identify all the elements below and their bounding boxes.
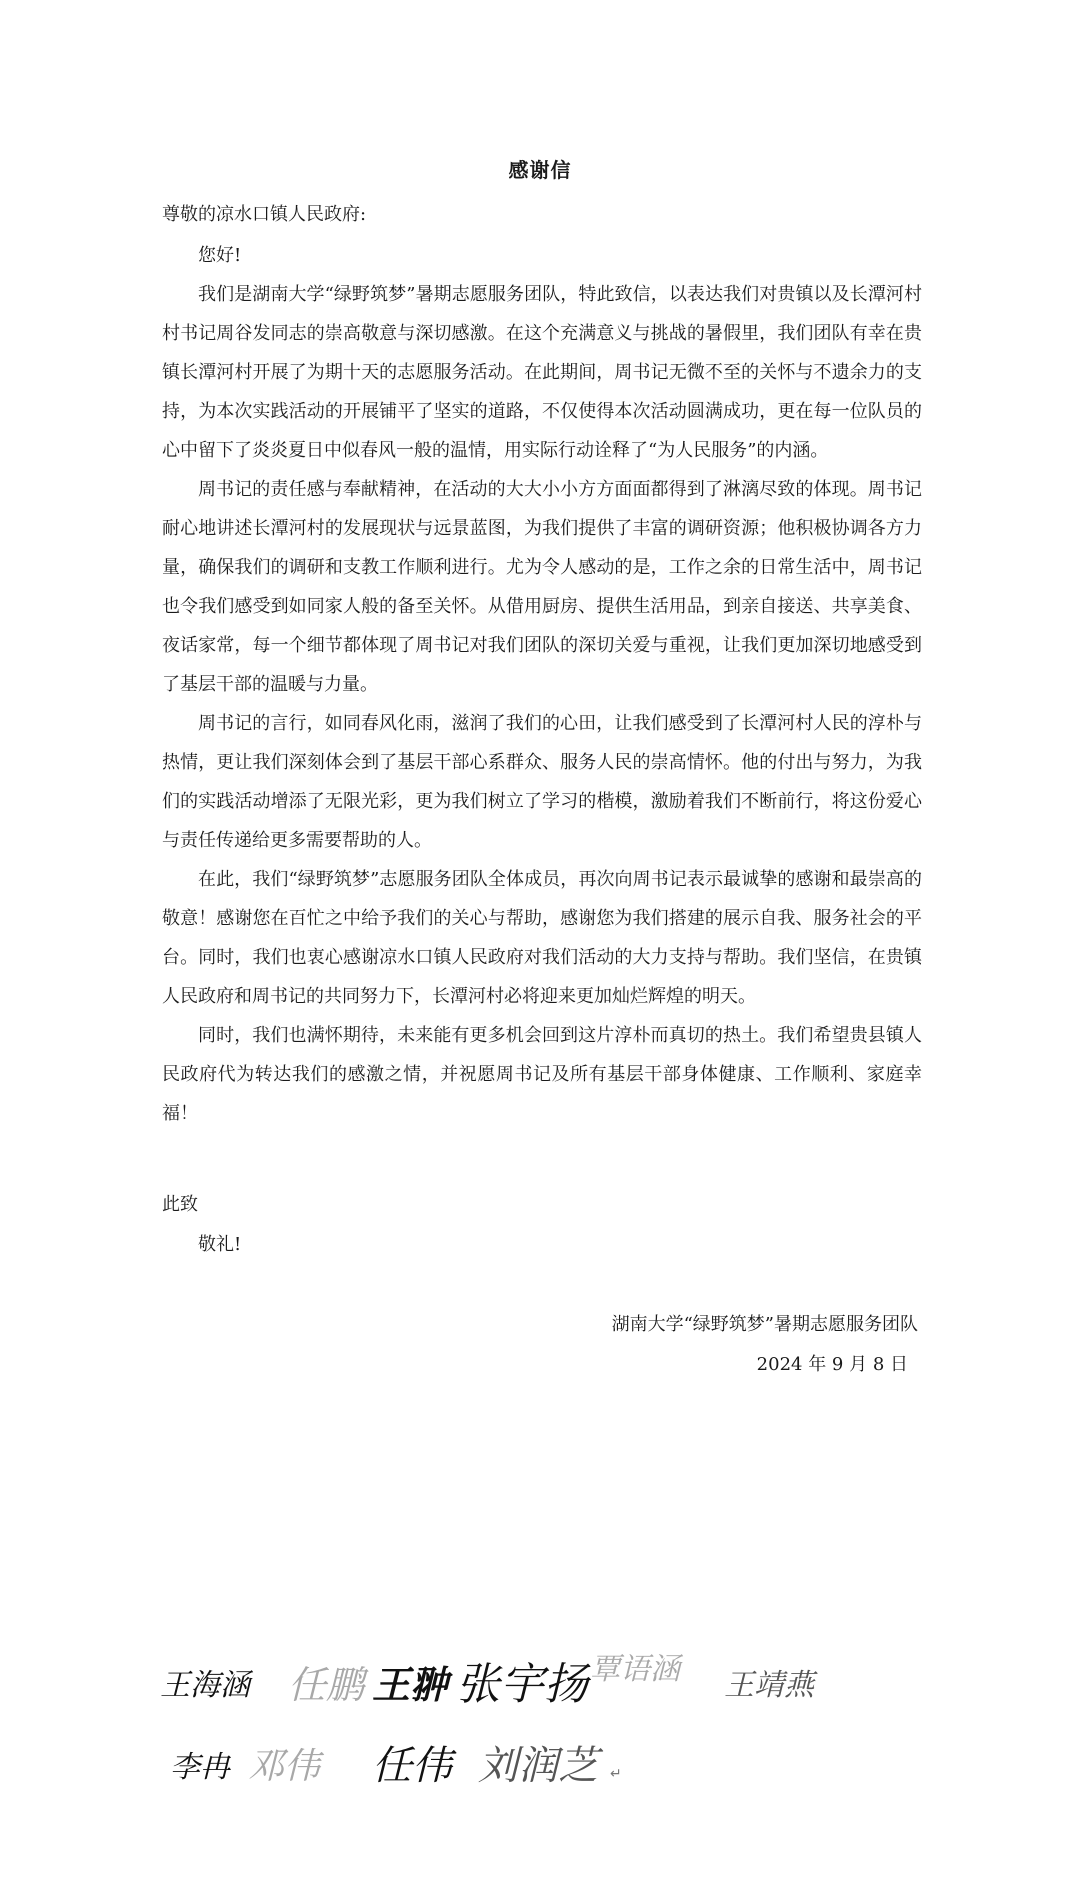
signature-name: 覃语涵 bbox=[590, 1652, 680, 1687]
signature-name: 任鹏 bbox=[288, 1663, 365, 1707]
handwritten-signatures bbox=[160, 1640, 920, 1820]
signature-name: 王海涵 bbox=[160, 1668, 250, 1703]
signature-organization: 湖南大学“绿野筑梦”暑期志愿服务团队 bbox=[611, 1314, 918, 1335]
paragraph-4: 在此，我们“绿野筑梦”志愿服务团队全体成员，再次向周书记表示最诚挚的感谢和最崇高的敬意！感谢您在百忙之中给予我们的关心与帮助，感谢您为我们搭建的展示自我、服务社会的平台。同时，我们也衷心感谢凉水口镇人民政府对我们活动的大力支持与帮助。我们坚信，在贵镇人民政府和周书记的共同努力下，长潭河村必将迎来更加灿烂辉煌的明天。 bbox=[162, 869, 922, 1007]
signature-name: 王翀 bbox=[372, 1663, 449, 1707]
letter-body bbox=[162, 236, 922, 1133]
signature-name: 张宇扬 bbox=[456, 1659, 588, 1710]
greeting: 您好! bbox=[198, 245, 242, 266]
paragraph-3: 周书记的言行，如同春风化雨，滋润了我们的心田，让我们感受到了长潭河村人民的淳朴与热情，更让我们深刻体会到了基层干部心系群众、服务人民的崇高情怀。他的付出与努力，为我们的实践活动增添了无限光彩，更为我们树立了学习的楷模，激励着我们不断前行，将这份爱心与责任传递给更多需要帮助的人。 bbox=[162, 713, 922, 851]
signature-name: 李冉 bbox=[170, 1750, 230, 1785]
salutation: 尊敬的凉水口镇人民政府: bbox=[162, 204, 367, 225]
letter-title: 感谢信 bbox=[508, 158, 572, 182]
paragraph-5: 同时，我们也满怀期待，未来能有更多机会回到这片淳朴而真切的热土。我们希望贵县镇人民政府代为转达我们的感激之情，并祝愿周书记及所有基层干部身体健康、工作顺利、家庭幸福！ bbox=[162, 1025, 922, 1124]
signature-name: 邓伟 bbox=[248, 1746, 321, 1787]
closing-cizhi: 此致 bbox=[162, 1194, 198, 1215]
paragraph-1: 我们是湖南大学“绿野筑梦”暑期志愿服务团队，特此致信，以表达我们对贵镇以及长潭河村村书记周谷发同志的崇高敬意与深切感激。在这个充满意义与挑战的暑假里，我们团队有幸在贵镇长潭河村开展了为期十天的志愿服务活动。在此期间，周书记无微不至的关怀与不遗余力的支持，为本次实践活动的开展铺平了坚实的道路，不仅使得本次活动圆满成功，更在每一位队员的心中留下了炎炎夏日中似春风一般的温情，用实际行动诠释了“为人民服务”的内涵。 bbox=[162, 284, 922, 461]
signature-name: 刘润芝 bbox=[478, 1743, 598, 1789]
signature-date: 2024 年 9 月 8 日 bbox=[756, 1354, 908, 1375]
closing-jingli: 敬礼! bbox=[198, 1234, 242, 1255]
signature-name: 王靖燕 bbox=[724, 1668, 814, 1703]
cursor-mark-icon: ↵ bbox=[610, 1766, 622, 1782]
signature-name: 任伟 bbox=[372, 1743, 452, 1789]
paragraph-2: 周书记的责任感与奉献精神，在活动的大大小小方方面面都得到了淋漓尽致的体现。周书记耐心地讲述长潭河村的发展现状与远景蓝图，为我们提供了丰富的调研资源；他积极协调各方力量，确保我们的调研和支教工作顺利进行。尤为令人感动的是，工作之余的日常生活中，周书记也令我们感受到如同家人般的备至关怀。从借用厨房、提供生活用品，到亲自接送、共享美食、夜话家常，每一个细节都体现了周书记对我们团队的深切关爱与重视，让我们更加深切地感受到了基层干部的温暖与力量。 bbox=[162, 479, 922, 695]
